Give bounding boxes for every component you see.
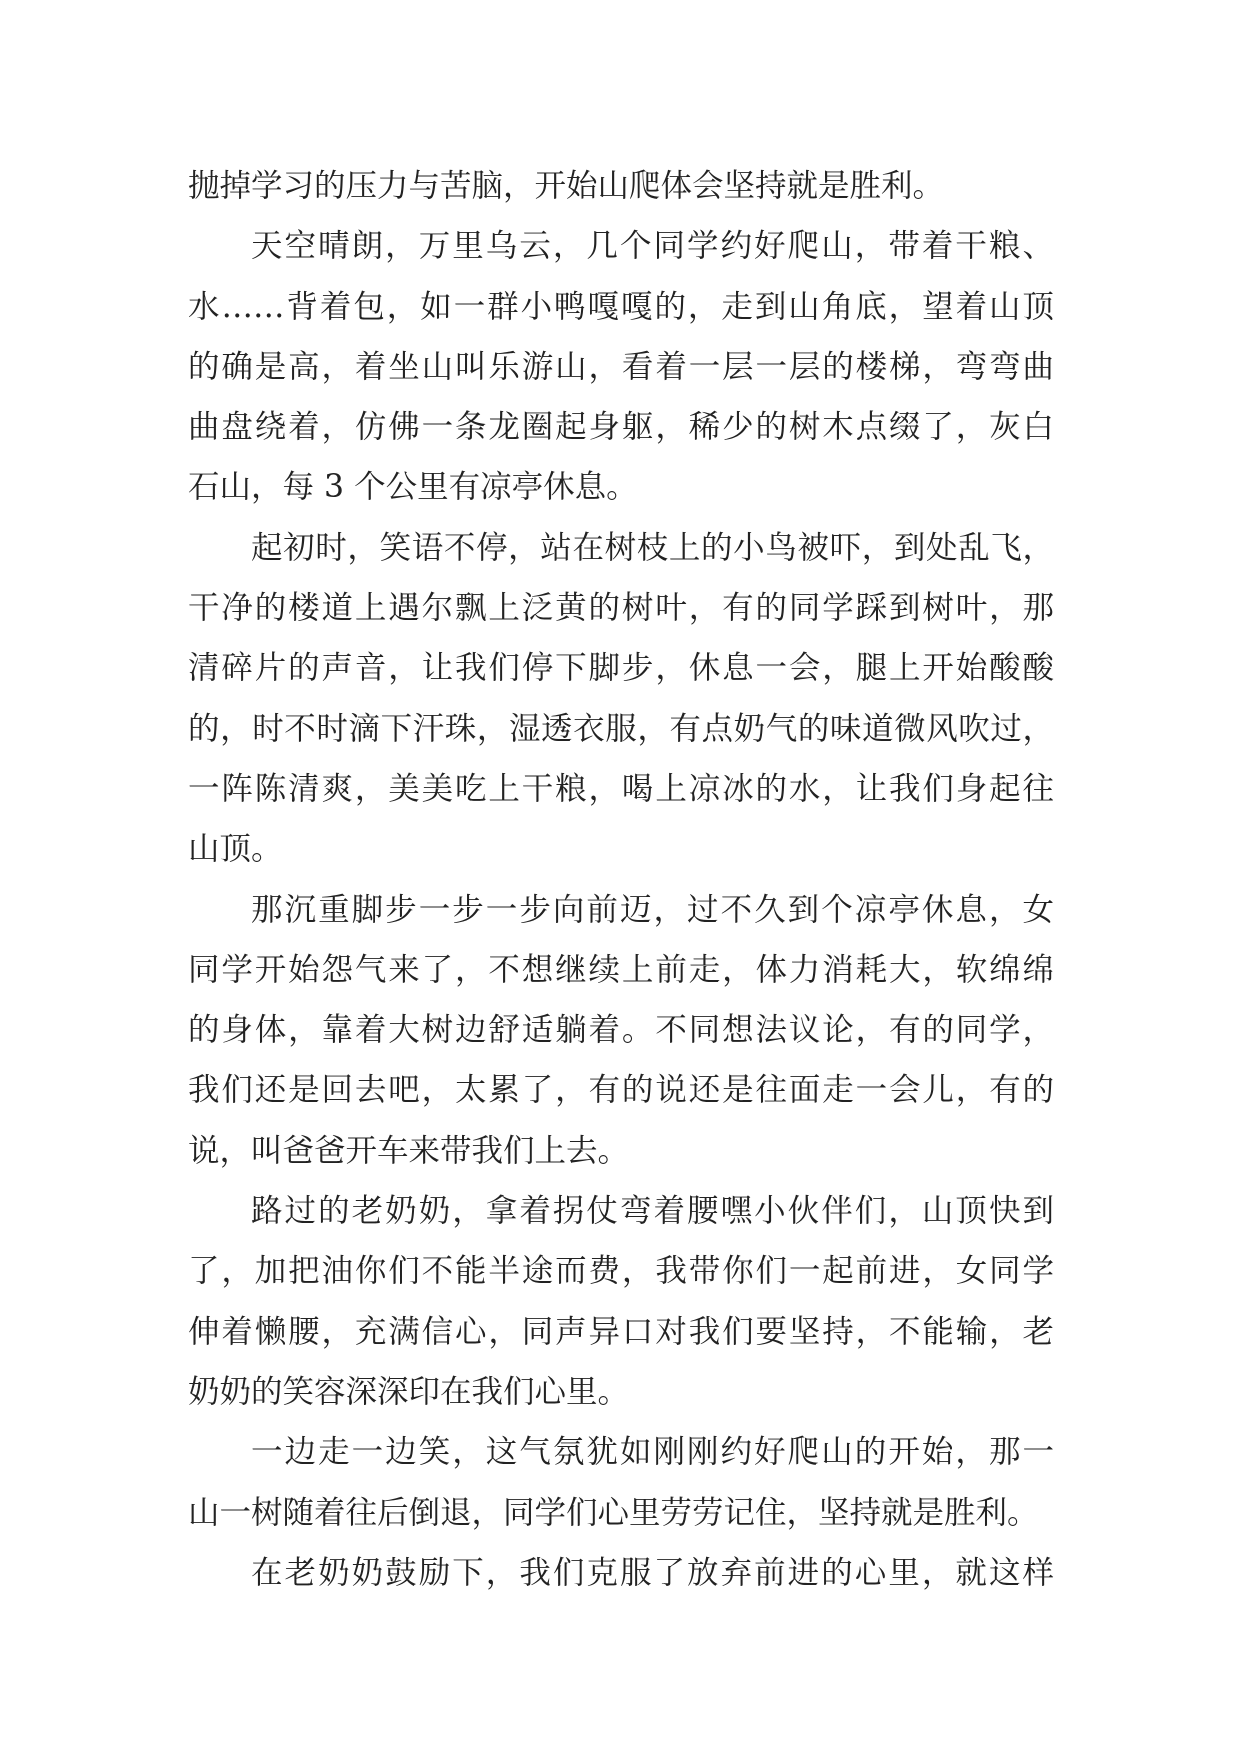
text-line: 的确是高，着坐山叫乐游山，看着一层一层的楼梯，弯弯曲 xyxy=(188,348,1054,385)
text-line: 同学开始怨气来了，不想继续上前走，体力消耗大，软绵绵 xyxy=(188,951,1054,988)
text-line: 抛掉学习的压力与苦脑，开始山爬体会坚持就是胜利。 xyxy=(188,168,945,204)
paragraph xyxy=(188,1422,1054,1543)
paragraph xyxy=(188,880,1054,1181)
text-line: 路过的老奶奶，拿着拐仗弯着腰嘿小伙伴们，山顶快到 xyxy=(251,1193,1054,1230)
text-line: 说，叫爸爸开车来带我们上去。 xyxy=(188,1132,630,1169)
document-body xyxy=(188,156,1054,1603)
paragraph xyxy=(188,156,1054,216)
text-line: 伸着懒腰，充满信心，同声异口对我们要坚持，不能输，老 xyxy=(188,1313,1054,1350)
text-line: 天空晴朗，万里乌云，几个同学约好爬山，带着干粮、 xyxy=(251,228,1054,265)
paragraph xyxy=(188,518,1054,880)
text-line: 的身体，靠着大树边舒适躺着。不同想法议论，有的同学， xyxy=(188,1012,1054,1049)
text-line: 一边走一边笑，这气氛犹如刚刚约好爬山的开始，那一 xyxy=(251,1434,1054,1471)
text-line: 山顶。 xyxy=(188,831,283,868)
text-line: 一阵陈清爽，美美吃上干粮，喝上凉冰的水，让我们身起往 xyxy=(188,770,1054,807)
paragraph xyxy=(188,1543,1054,1603)
text-line: 曲盘绕着，仿佛一条龙圈起身躯，稀少的树木点缀了，灰白 xyxy=(188,409,1054,446)
text-line: 了，加把油你们不能半途而费，我带你们一起前进，女同学 xyxy=(188,1253,1054,1290)
text-line: 干净的楼道上遇尔飘上泛黄的树叶，有的同学踩到树叶，那 xyxy=(188,590,1054,627)
text-line: 奶奶的笑容深深印在我们心里。 xyxy=(188,1373,630,1410)
text-line: 石山，每 3 个公里有凉亭休息。 xyxy=(188,469,638,506)
paragraph xyxy=(188,216,1054,517)
text-line: 的，时不时滴下汗珠，湿透衣服，有点奶气的味道微风吹过， xyxy=(188,710,1054,747)
text-line: 在老奶奶鼓励下，我们克服了放弃前进的心里，就这样 xyxy=(251,1554,1054,1591)
text-line: 起初时，笑语不停，站在树枝上的小鸟被吓，到处乱飞， xyxy=(251,529,1054,566)
text-line: 清碎片的声音，让我们停下脚步，休息一会，腿上开始酸酸 xyxy=(188,650,1054,687)
text-line: 山一树随着往后倒退，同学们心里劳劳记住，坚持就是胜利。 xyxy=(188,1494,1039,1531)
text-line: 我们还是回去吧，太累了，有的说还是往面走一会儿，有的 xyxy=(188,1072,1054,1109)
paragraph xyxy=(188,1181,1054,1422)
text-line: 水……背着包，如一群小鸭嘎嘎的，走到山角底，望着山顶 xyxy=(188,288,1054,325)
text-line: 那沉重脚步一步一步向前迈，过不久到个凉亭休息，女 xyxy=(251,891,1054,928)
